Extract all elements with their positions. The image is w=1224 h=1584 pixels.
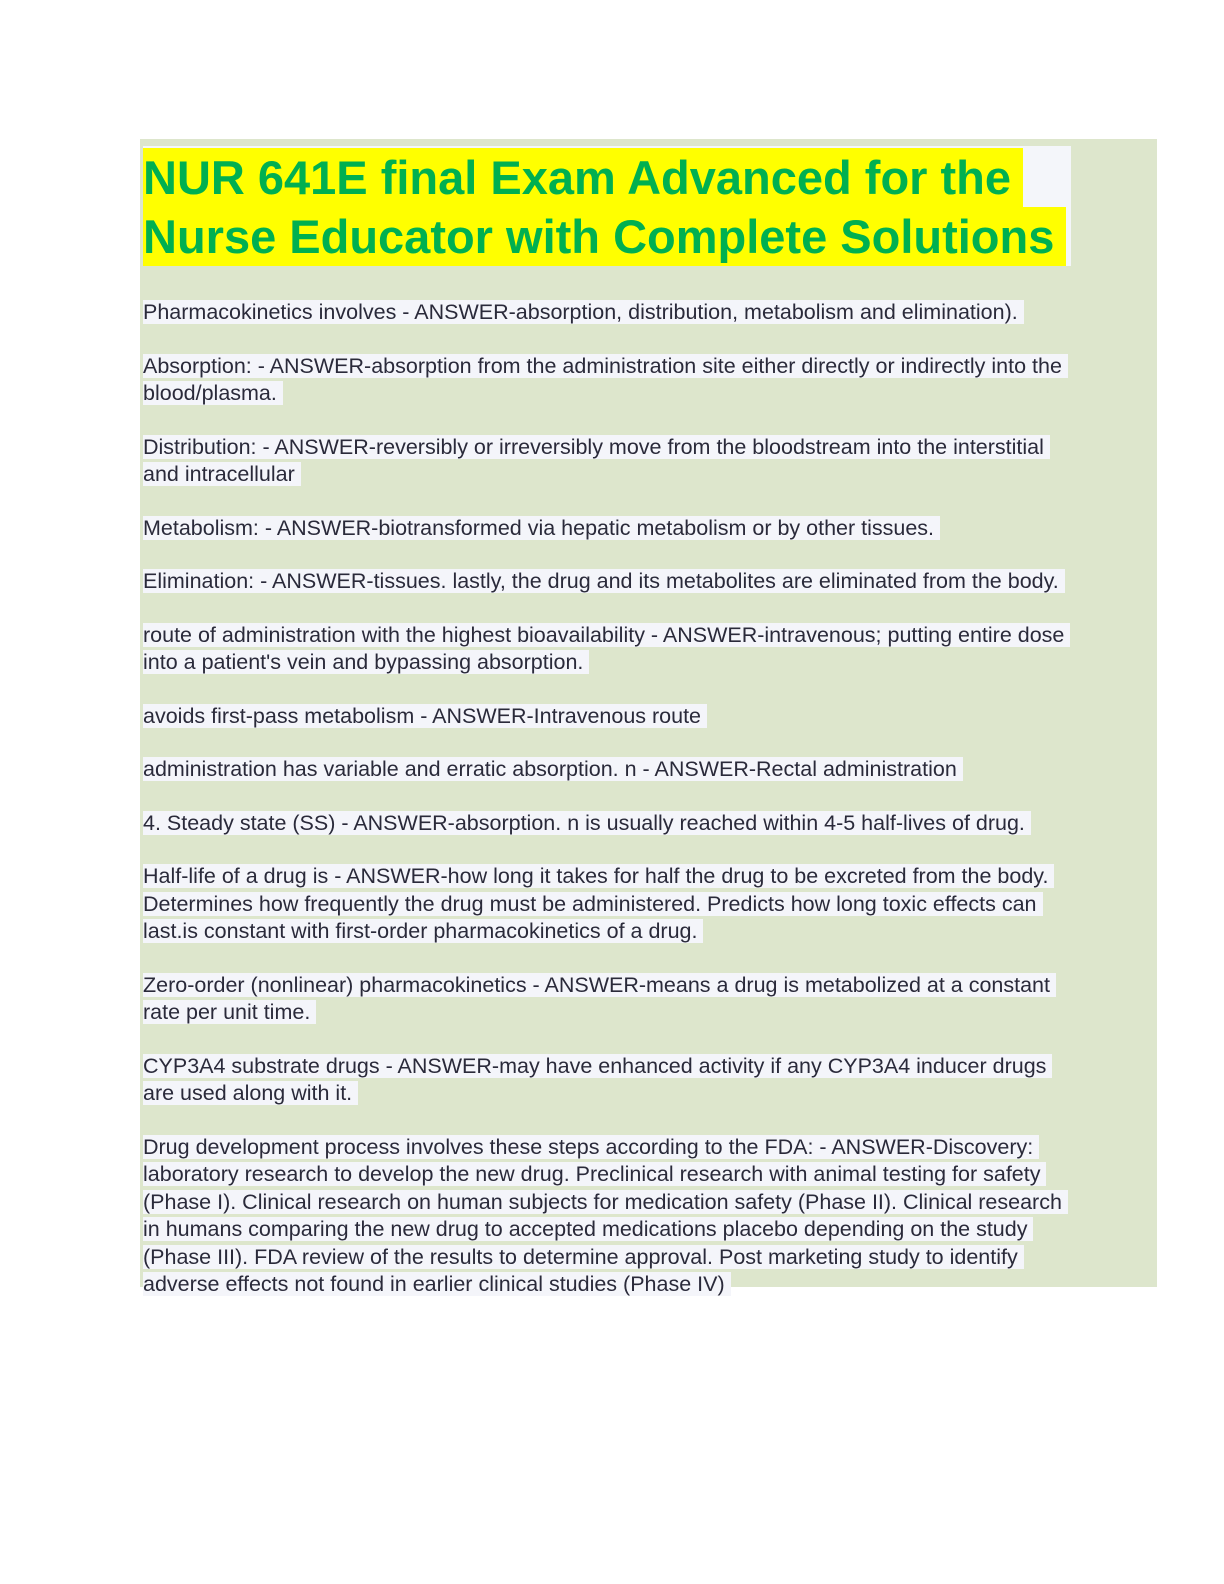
title-box xyxy=(143,146,1071,266)
qa-item-12 xyxy=(143,1053,1073,1108)
qa-text: 4. Steady state (SS) - ANSWER-absorption. n is usually reached within 4-5 half-lives of drug. xyxy=(143,811,1031,835)
qa-text: Pharmacokinetics involves - ANSWER-absorption, distribution, metabolism and elimination). xyxy=(143,300,1024,324)
qa-item-8 xyxy=(143,756,1073,784)
qa-item-10 xyxy=(143,863,1073,946)
qa-text: Drug development process involves these steps according to the FDA: - ANSWER-Discovery: laboratory research to develop the new drug. Preclinical research with animal testing for safety (Phase I). Clinical research on human subjects for medication safety (Phase II). Clinical research in humans comparing the new drug to accepted medications placebo depending on the study (Phase III). FDA review of the results to determine approval. Post marketing study to identify adverse effects not found in earlier clinical studies (Phase IV) xyxy=(143,1135,1068,1297)
qa-item-2 xyxy=(143,353,1073,408)
qa-item-11 xyxy=(143,972,1073,1027)
qa-item-6 xyxy=(143,622,1073,677)
qa-item-4 xyxy=(143,515,1073,543)
title-line-1: NUR 641E final Exam Advanced for the xyxy=(143,148,1023,207)
qa-text: Distribution: - ANSWER-reversibly or irreversibly move from the bloodstream into the interstitial and intracellular xyxy=(143,435,1050,487)
qa-text: Zero-order (nonlinear) pharmacokinetics - ANSWER-means a drug is metabolized at a constant rate per unit time. xyxy=(143,973,1056,1025)
page-title xyxy=(143,148,1071,266)
qa-text: route of administration with the highest bioavailability - ANSWER-intravenous; putting entire dose into a patient's vein and bypassing absorption. xyxy=(143,623,1070,675)
qa-text: Absorption: - ANSWER-absorption from the administration site either directly or indirectly into the blood/plasma. xyxy=(143,354,1068,406)
qa-text: Elimination: - ANSWER-tissues. lastly, the drug and its metabolites are eliminated from the body. xyxy=(143,569,1065,593)
qa-item-3 xyxy=(143,434,1073,489)
qa-item-13 xyxy=(143,1134,1073,1299)
title-line-2: Nurse Educator with Complete Solutions xyxy=(143,207,1066,266)
qa-item-1 xyxy=(143,299,1073,327)
qa-text: Metabolism: - ANSWER-biotransformed via hepatic metabolism or by other tissues. xyxy=(143,516,940,540)
qa-text: avoids first-pass metabolism - ANSWER-Intravenous route xyxy=(143,704,707,728)
qa-text: Half-life of a drug is - ANSWER-how long it takes for half the drug to be excreted from the body. Determines how frequently the drug must be administered. Predicts how long toxic effects can last.is constant with first-order pharmacokinetics of a drug. xyxy=(143,864,1054,943)
qa-text: CYP3A4 substrate drugs - ANSWER-may have enhanced activity if any CYP3A4 inducer drugs are used along with it. xyxy=(143,1054,1052,1106)
document-body xyxy=(143,146,1073,1325)
qa-item-5 xyxy=(143,568,1073,596)
qa-text: administration has variable and erratic absorption. n - ANSWER-Rectal administration xyxy=(143,757,963,781)
qa-item-7 xyxy=(143,703,1073,731)
qa-item-9 xyxy=(143,810,1073,838)
